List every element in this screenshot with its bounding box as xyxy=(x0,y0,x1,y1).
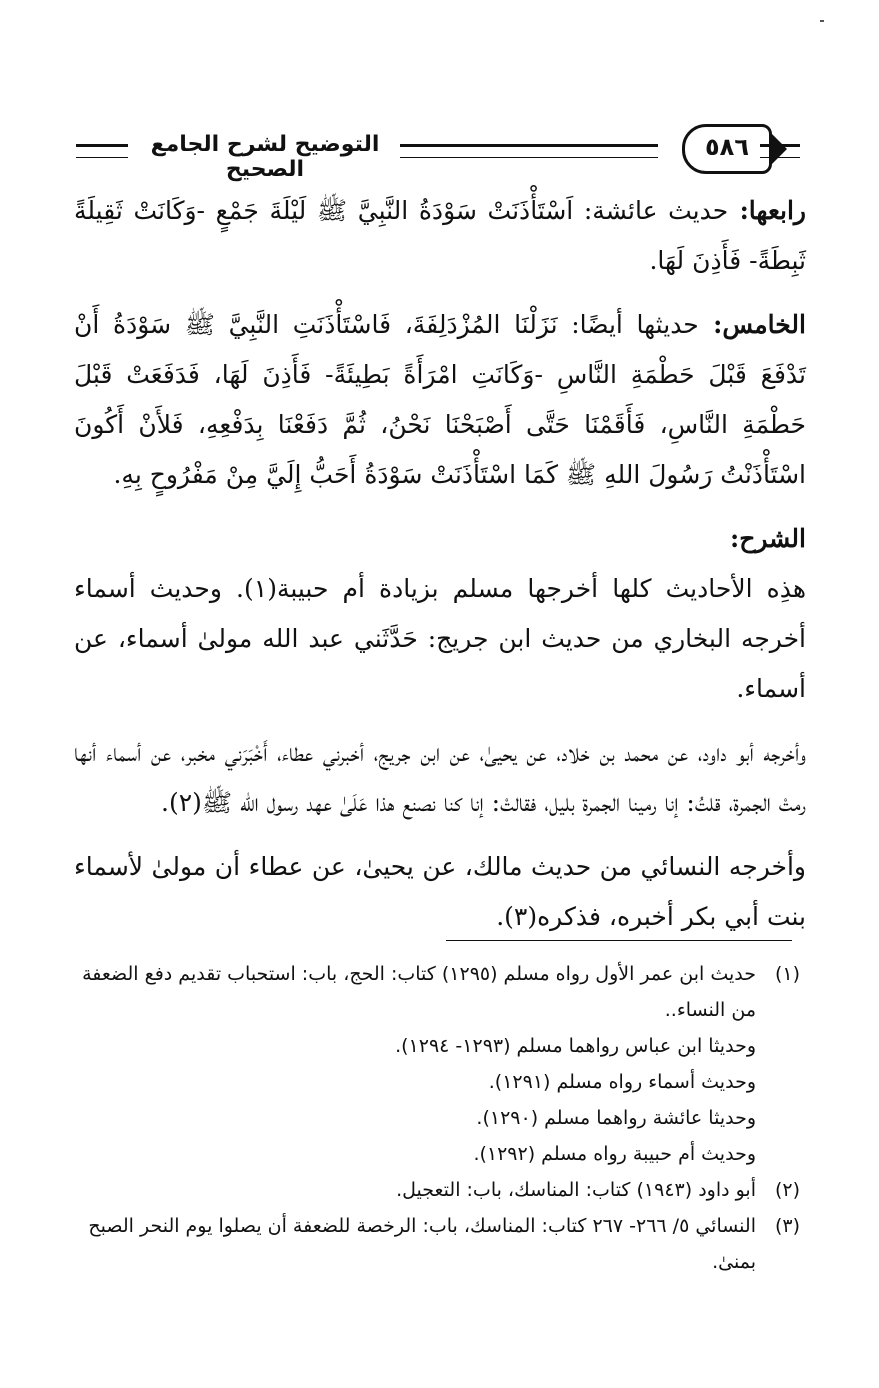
footnote-text xyxy=(74,956,756,1172)
running-header xyxy=(70,118,806,180)
footnote-line: أبو داود (١٩٤٣) كتاب: المناسك، باب: التعجيل. xyxy=(396,1179,756,1201)
paragraph-commentary-2: وأخرجه أبو داود، عن محمد بن خلاد، عن يحيىٰ، عن ابن جريج، أخبرني عطاء، أَخْبَرَني مخبر، عن أسماء أنها رمتْ الجمرة، قلتُ: إنا رمينا الجمرة بليل، فقالتْ: إنا كنا نصنع هذا عَلَىٰ عهد رسول الله ﷺ(٢). xyxy=(74,738,806,817)
footnote-separator xyxy=(446,940,792,941)
header-rule-middle xyxy=(400,144,658,158)
header-rule-left xyxy=(76,144,128,158)
paragraph-commentary-1: هذِه الأحاديث كلها أخرجها مسلم بزيادة أم حبيبة(١). وحديث أسماء أخرجه البخاري من حديث ابن جريج: حَدَّثَني عبد الله مولىٰ أسماء، عن أسماء. xyxy=(74,574,807,703)
paragraph-fourth-hadith xyxy=(74,186,806,286)
paragraph-lead-fourth: رابعها: xyxy=(728,196,806,225)
running-title: التوضيح لشرح الجامع الصحيح xyxy=(150,132,380,182)
footnote-number: (٢) xyxy=(774,1179,800,1201)
footnote-line: حديث ابن عمر الأول رواه مسلم (١٢٩٥) كتاب: الحج، باب: استحباب تقديم دفع الضعفة من النساء.. xyxy=(82,963,756,1021)
footnotes xyxy=(74,956,800,1280)
footnote-line: النسائي ٥/ ٢٦٦- ٢٦٧ كتاب: المناسك، باب: الرخصة للضعفة أن يصلوا يوم النحر الصبح بمنىٰ. xyxy=(88,1215,756,1273)
paragraph-lead-fifth: الخامس: xyxy=(698,310,806,339)
footnote-number: (٣) xyxy=(774,1215,800,1237)
scan-speck xyxy=(820,20,824,22)
footnote-line: وحديثا ابن عباس رواهما مسلم (١٢٩٣- ١٢٩٤). xyxy=(395,1035,756,1057)
section-heading-sharh: الشرح: xyxy=(729,524,806,553)
footnote-1 xyxy=(74,956,800,1172)
footnote-3 xyxy=(74,1208,800,1280)
paragraph-commentary-3: وأخرجه النسائي من حديث مالك، عن يحيىٰ، عن عطاء أن مولىٰ لأسماء بنت أبي بكر أخبره، فذكره(٣). xyxy=(74,852,806,931)
page-number-box xyxy=(682,124,772,174)
footnote-2 xyxy=(74,1172,800,1208)
footnote-number: (١) xyxy=(774,963,800,985)
footnote-text xyxy=(74,1172,756,1208)
paragraph-fifth-hadith xyxy=(74,300,806,500)
paragraph-text-fifth: حديثها أيضًا: نَزَلْنَا المُزْدَلِفَةَ، فَاسْتَأْذَنَتِ النَّبِيَّ ﷺ سَوْدَةُ أَنْ تَدْفَعَ قَبْلَ حَطْمَةِ النَّاسِ -وَكَانَتِ امْرَأَةً بَطِيئَةً- فَأَذِنَ لَهَا، فَدَفَعَتْ قَبْلَ حَطْمَةِ النَّاسِ، فَأَقَمْنَا حَتَّى أَصْبَحْنَا نَحْنُ، ثُمَّ دَفَعْنَا بِدَفْعِهِ، فَلأَنْ أَكُونَ اسْتَأْذَنْتُ رَسُولَ اللهِ ﷺ كَمَا اسْتَأْذَنَتْ سَوْدَةُ أَحَبُّ إِلَيَّ مِنْ مَفْرُوحٍ بِهِ. xyxy=(74,310,806,489)
page-number: ٥٨٦ xyxy=(705,133,749,161)
header-rule-right xyxy=(760,144,800,158)
footnote-line: وحديث أم حبيبة رواه مسلم (١٢٩٢). xyxy=(473,1143,756,1165)
footnote-line: وحديثا عائشة رواهما مسلم (١٢٩٠). xyxy=(476,1107,756,1129)
paragraph-text-fourth: حديث عائشة: اَسْتَأْذَنَتْ سَوْدَةُ النَّبِيَّ ﷺ لَيْلَةَ جَمْعٍ -وَكَانَتْ ثَقِيلَةً ثَبِطَةً- فَأَذِنَ لَهَا. xyxy=(74,196,806,275)
main-text xyxy=(74,186,806,942)
footnote-line: وحديث أسماء رواه مسلم (١٢٩١). xyxy=(488,1071,756,1093)
footnote-text xyxy=(74,1208,756,1280)
